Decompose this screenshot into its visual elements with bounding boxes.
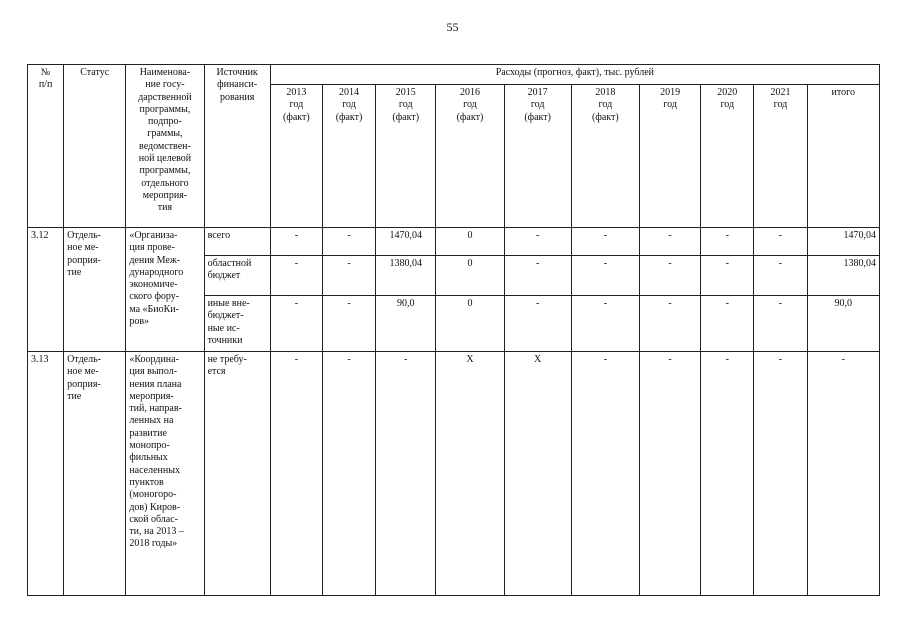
header-status: Статус bbox=[64, 65, 126, 228]
year-line: 2013 bbox=[286, 87, 307, 98]
value-cell: - bbox=[639, 296, 700, 352]
value-cell: - bbox=[322, 296, 375, 352]
header-num-line: п/п bbox=[38, 79, 53, 91]
name-line: (моногоро- bbox=[129, 489, 177, 501]
row-name bbox=[126, 352, 204, 596]
status-line: роприя- bbox=[67, 254, 101, 266]
year-line: 2018 bbox=[595, 87, 616, 98]
value-cell: 1470,04 bbox=[376, 228, 436, 256]
header-year bbox=[270, 85, 322, 228]
year-line: год bbox=[342, 99, 356, 111]
value-cell: - bbox=[701, 256, 754, 296]
year-line: год bbox=[289, 99, 304, 111]
source-line: не требу- bbox=[207, 354, 247, 365]
status-line: тие bbox=[67, 266, 82, 278]
value-cell: - bbox=[639, 256, 700, 296]
header-year bbox=[322, 85, 375, 228]
value-cell: 0 bbox=[436, 296, 504, 352]
header-name-line: граммы, bbox=[147, 128, 183, 140]
year-line: год bbox=[463, 99, 477, 111]
year-line: год bbox=[720, 99, 735, 111]
row-status bbox=[64, 228, 126, 352]
header-year bbox=[571, 85, 639, 228]
header-total bbox=[807, 85, 879, 228]
header-year bbox=[436, 85, 504, 228]
name-line: населенных bbox=[129, 464, 180, 476]
year-line: итого bbox=[831, 87, 855, 98]
year-line: 2019 bbox=[660, 87, 681, 98]
year-line: год bbox=[598, 99, 613, 111]
total-cell: - bbox=[807, 352, 879, 596]
source-line: иные вне- bbox=[207, 298, 250, 309]
name-line: ма «БиоКи- bbox=[129, 303, 179, 315]
source-line: бюджет- bbox=[207, 310, 244, 322]
source-line: точники bbox=[207, 334, 243, 346]
header-year bbox=[754, 85, 807, 228]
name-line: дународного bbox=[129, 266, 184, 278]
name-line: ция выпол- bbox=[129, 366, 178, 378]
header-year bbox=[504, 85, 571, 228]
header-num bbox=[28, 65, 64, 228]
value-cell: - bbox=[754, 228, 807, 256]
source-label bbox=[204, 256, 270, 296]
name-line: 2018 годы» bbox=[129, 538, 178, 550]
page-number: 55 bbox=[446, 20, 459, 34]
name-line: экономиче- bbox=[129, 279, 178, 291]
name-line: развитие bbox=[129, 427, 167, 439]
status-line: роприя- bbox=[67, 378, 101, 390]
status-line: Отдель- bbox=[67, 230, 101, 241]
value-cell: 0 bbox=[436, 256, 504, 296]
total-cell: 1470,04 bbox=[807, 228, 879, 256]
expenses-table bbox=[27, 64, 880, 596]
value-cell: Х bbox=[504, 352, 571, 596]
value-cell: - bbox=[754, 296, 807, 352]
value-cell: - bbox=[639, 352, 700, 596]
year-line: (факт) bbox=[392, 111, 420, 123]
name-line: ти, на 2013 – bbox=[129, 526, 184, 538]
value-cell: - bbox=[322, 352, 375, 596]
value-cell: - bbox=[701, 296, 754, 352]
year-line: (факт) bbox=[524, 111, 551, 123]
year-line: год bbox=[398, 99, 413, 111]
value-cell: - bbox=[322, 256, 375, 296]
name-line: пунктов bbox=[129, 476, 164, 488]
header-name-line: отдельного bbox=[141, 177, 189, 189]
value-cell: Х bbox=[436, 352, 504, 596]
name-line: ция прове- bbox=[129, 242, 175, 254]
name-line: дения Меж- bbox=[129, 254, 181, 266]
name-line: ской облас- bbox=[129, 513, 178, 525]
header-name-line: ние госу- bbox=[145, 79, 185, 91]
year-line: 2015 bbox=[395, 87, 416, 98]
header-name-line: программы, bbox=[139, 165, 191, 177]
source-line: бюджет bbox=[207, 270, 241, 282]
row-status bbox=[64, 352, 126, 596]
value-cell: - bbox=[504, 256, 571, 296]
value-cell: - bbox=[571, 352, 639, 596]
status-line: ное ме- bbox=[67, 242, 99, 254]
header-name-line: тия bbox=[157, 202, 173, 214]
header-year bbox=[639, 85, 700, 228]
year-line: 2020 bbox=[717, 87, 738, 98]
total-cell: 1380,04 bbox=[807, 256, 879, 296]
year-line: 2014 bbox=[339, 87, 360, 98]
year-line: год bbox=[663, 99, 677, 111]
row-num: 3.13 bbox=[28, 352, 64, 596]
header-name-line: программы, bbox=[139, 103, 191, 115]
value-cell: - bbox=[639, 228, 700, 256]
year-line: 2017 bbox=[527, 87, 548, 98]
name-line: мероприя- bbox=[129, 390, 174, 402]
value-cell: - bbox=[504, 296, 571, 352]
value-cell: - bbox=[754, 352, 807, 596]
source-label bbox=[204, 352, 270, 596]
name-line: нения плана bbox=[129, 378, 182, 390]
value-cell: 1380,04 bbox=[376, 256, 436, 296]
name-line: монопро- bbox=[129, 440, 170, 452]
value-cell: - bbox=[571, 228, 639, 256]
name-line: «Организа- bbox=[129, 230, 178, 241]
header-source bbox=[204, 65, 270, 228]
header-name-line: мероприя- bbox=[142, 189, 188, 201]
value-cell: - bbox=[376, 352, 436, 596]
year-line: год bbox=[530, 99, 545, 111]
value-cell: - bbox=[504, 228, 571, 256]
header-name bbox=[126, 65, 204, 228]
header-expenses: Расходы (прогноз, факт), тыс. рублей bbox=[270, 65, 879, 85]
value-cell: - bbox=[754, 256, 807, 296]
year-line: (факт) bbox=[456, 111, 484, 123]
year-line: (факт) bbox=[592, 111, 619, 123]
value-cell: - bbox=[270, 256, 322, 296]
name-line: дов) Киров- bbox=[129, 501, 181, 513]
header-source-line: рования bbox=[220, 91, 255, 103]
source-line: ется bbox=[207, 366, 226, 378]
value-cell: - bbox=[571, 296, 639, 352]
total-cell: 90,0 bbox=[807, 296, 879, 352]
header-name-line: подпро- bbox=[148, 116, 182, 128]
year-line: 2016 bbox=[459, 87, 480, 98]
header-source-line: финанси- bbox=[217, 79, 258, 91]
value-cell: - bbox=[270, 228, 322, 256]
source-line: ные ис- bbox=[207, 322, 240, 334]
header-num-line: № bbox=[40, 67, 51, 78]
year-line: 2021 bbox=[770, 87, 791, 98]
value-cell: - bbox=[571, 256, 639, 296]
value-cell: - bbox=[701, 228, 754, 256]
value-cell: - bbox=[701, 352, 754, 596]
row-name bbox=[126, 228, 204, 352]
year-line: (факт) bbox=[283, 111, 310, 123]
year-line: год bbox=[773, 99, 788, 111]
value-cell: 0 bbox=[436, 228, 504, 256]
header-source-line: Источник bbox=[216, 67, 258, 78]
header-year bbox=[701, 85, 754, 228]
name-line: тий, направ- bbox=[129, 403, 182, 415]
header-name-line: ведомствен- bbox=[139, 140, 191, 152]
header-year bbox=[376, 85, 436, 228]
value-cell: - bbox=[270, 352, 322, 596]
status-line: Отдель- bbox=[67, 354, 101, 365]
row-num: 3.12 bbox=[28, 228, 64, 352]
name-line: фильных bbox=[129, 452, 168, 464]
source-label bbox=[204, 296, 270, 352]
header-name-line: Наименова- bbox=[139, 67, 191, 78]
header-name-line: ной целевой bbox=[138, 153, 192, 165]
name-line: ского фору- bbox=[129, 291, 180, 303]
name-line: ров» bbox=[129, 316, 150, 328]
source-label bbox=[204, 228, 270, 256]
year-line: (факт) bbox=[335, 111, 363, 123]
name-line: ленных на bbox=[129, 415, 174, 427]
header-name-line: дарственной bbox=[138, 91, 192, 103]
name-line: «Координа- bbox=[129, 354, 179, 365]
source-line: всего bbox=[207, 230, 231, 241]
value-cell: - bbox=[270, 296, 322, 352]
value-cell: - bbox=[322, 228, 375, 256]
status-line: ное ме- bbox=[67, 366, 99, 378]
source-line: областной bbox=[207, 258, 252, 269]
status-line: тие bbox=[67, 390, 82, 402]
value-cell: 90,0 bbox=[376, 296, 436, 352]
